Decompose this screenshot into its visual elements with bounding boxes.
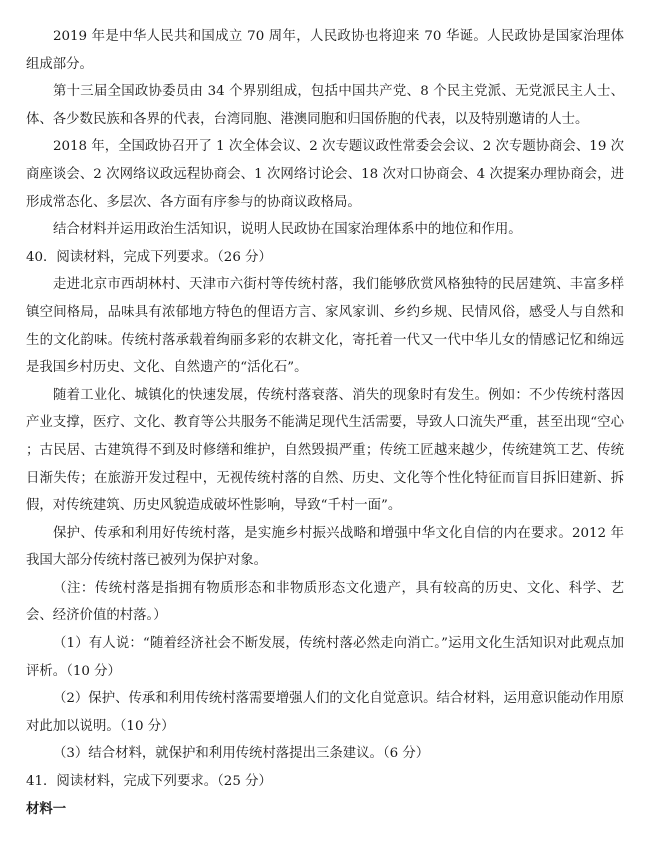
text-line: 体、各少数民族和各界的代表，台湾同胞、港澳同胞和归国侨胞的代表，以及特别邀请的人士。: [26, 111, 589, 127]
text-line: 商座谈会、2 次网络议政远程协商会、1 次网络讨论会、18 次对口协商会、4 次提案办理协商会，进: [26, 166, 624, 182]
text-line: 生的文化韵味。传统村落承载着绚丽多彩的农耕文化，寄托着一代又一代中华儿女的情感记忆和绵远: [26, 332, 624, 348]
text-line: 走进北京市西胡林村、天津市六街村等传统村落，我们能够欣赏风格独特的民居建筑、丰富多样: [53, 277, 624, 293]
text-line: 形成常态化、多层次、各方面有序参与的协商议政格局。: [26, 194, 361, 210]
text-line: 2018 年，全国政协召开了 1 次全体会议、2 次专题议政性常委会会议、2 次专题协商会、19 次: [53, 139, 624, 155]
section-heading: 材料一: [26, 800, 67, 817]
text-line: 对此加以说明。（10 分）: [26, 718, 175, 734]
text-line: 产业支撑，医疗、文化、教育等公共服务不能满足现代生活需要，导致人口流失严重，甚至出现“空心: [26, 415, 624, 431]
text-line: 我国大部分传统村落已被列为保护对象。: [26, 553, 268, 569]
text-line: 评析。（10 分）: [26, 663, 121, 679]
text-line: （3）结合材料，就保护和利用传统村落提出三条建议。（6 分）: [53, 746, 430, 762]
text-line: （注：传统村落是指拥有物质形态和非物质形态文化遗产，具有较高的历史、文化、科学、艺: [53, 580, 624, 596]
text-line: 假，对传统建筑、历史风貌造成破坏性影响，导致“千村一面”。: [26, 498, 402, 514]
text-line: 组成部分。: [26, 56, 93, 72]
text-line: 是我国乡村历史、文化、自然遗产的“活化石”。: [26, 360, 308, 376]
text-line: 日渐失传；在旅游开发过程中，无视传统村落的自然、历史、文化等个性化特征而盲目拆旧建新、拆: [26, 470, 624, 486]
text-line: 2019 年是中华人民共和国成立 70 周年，人民政协也将迎来 70 华诞。人民政协是国家治理体: [53, 29, 624, 44]
text-line: 40．阅读材料，完成下列要求。（26 分）: [26, 249, 272, 265]
text-line: 会、经济价值的村落。）: [26, 608, 167, 624]
text-line: ；古民居、古建筑得不到及时修缮和维护，自然毁损严重；传统工匠越来越少，传统建筑工艺、传统: [26, 442, 624, 458]
text-line: 41．阅读材料，完成下列要求。（25 分）: [26, 774, 272, 790]
text-line: 结合材料并运用政治生活知识，说明人民政协在国家治理体系中的地位和作用。: [53, 222, 522, 238]
text-line: 保护、传承和利用好传统村落，是实施乡村振兴战略和增强中华文化自信的内在要求。2012 年: [53, 525, 624, 541]
text-line: （1）有人说：“随着经济社会不断发展，传统村落必然走向消亡。”运用文化生活知识对此观点加: [53, 636, 624, 652]
exam-page: [26, 23, 624, 823]
text-line: （2）保护、传承和利用传统村落需要增强人们的文化自觉意识。结合材料，运用意识能动作用原: [53, 691, 624, 707]
text-line: 随着工业化、城镇化的快速发展，传统村落衰落、消失的现象时有发生。例如：不少传统村落因: [53, 387, 624, 403]
text-line: 第十三届全国政协委员由 34 个界别组成，包括中国共产党、8 个民主党派、无党派民主人士、: [53, 84, 624, 100]
text-line: 镇空间格局，品味具有浓郁地方特色的俚语方言、家风家训、乡约乡规、民情风俗，感受人与自然和: [26, 304, 624, 320]
